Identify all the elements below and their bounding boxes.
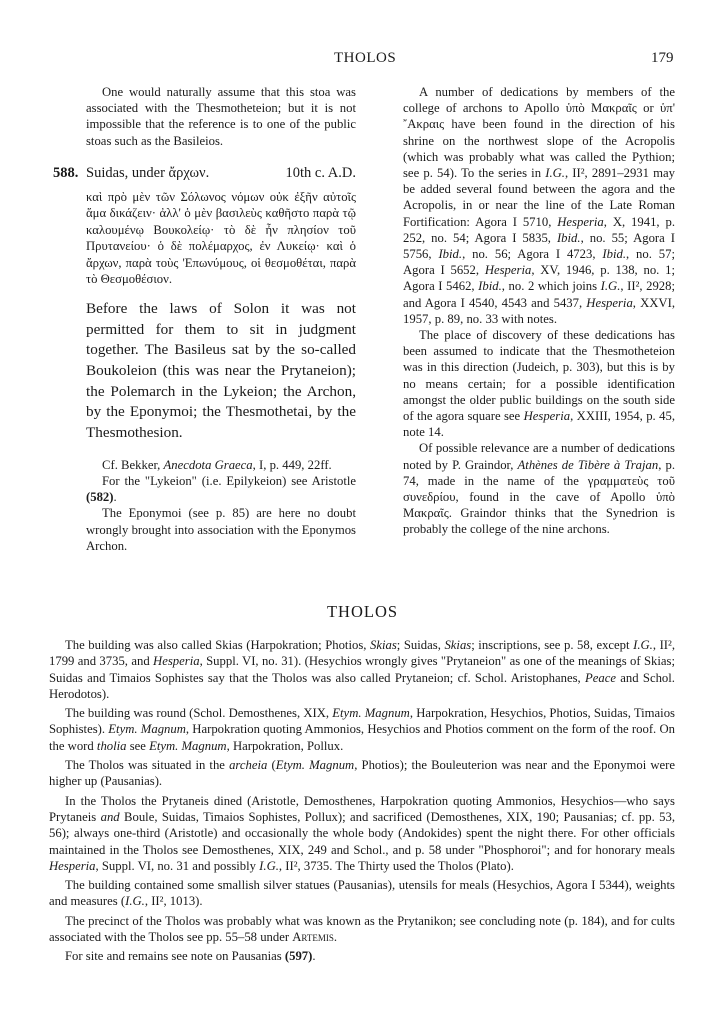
graindor-paragraph: Of possible relevance are a number of dedications noted by P. Graindor, Athènes de Tibère à Trajan, p. 74, made in the name of the γραμματεὺς τοῦ συνεδρίου, found in the cave of Apollo ὑπὸ Μακραῖς. Graindor thinks that the Synedrion is probably the college of the nine archons. [403, 441, 675, 537]
entry-source: Suidas, under ἄρχων. [86, 164, 210, 181]
section-body [49, 637, 675, 965]
translation: Before the laws of Solon it was not permitted for them to sit in judgment together. The Basileus sat by the so-called Boukoleion (this was near the Prytaneion); the Polemarch in the Lykeion; the Archon, by the Eponymoi; the Thesmothetai, by the Thesmothesion. [86, 299, 356, 442]
tholos-para-precinct: The precinct of the Tholos was probably what was known as the Prytanikon; see concluding note (p. 184), and for cults associated with the Tholos see pp. 55–58 under Artemis. [49, 913, 675, 945]
left-column [53, 84, 356, 554]
tholos-para-contents: The building contained some smallish silver statues (Pausanias), utensils for meals (Hesychios, Agora I 5344), weights and measures (I.G., II², 1013). [49, 878, 675, 909]
entry-heading [53, 165, 356, 187]
tholos-para-location: The Tholos was situated in the archeia (Etym. Magnum, Photios); the Bouleuterion was near and the Eponymoi were higher up (Pausanias). [49, 758, 675, 789]
running-title: THOLOS [334, 50, 397, 66]
page-number: 179 [651, 50, 674, 66]
tholos-para-skias: The building was also called Skias (Harpokration; Photios, Skias; Suidas, Skias; inscriptions, see p. 58, except I.G., II², 1799 and 3735, and Hesperia, Suppl. VI, no. 31). (Hesychios wrongly gives "Prytaneion" as one of the meanings of Skias; Suidas and Timaios Sophistes say that the Tholos was also called Prytaneion; cf. Schol. Aristophanes, Peace and Schol. Herodotos). [49, 638, 675, 701]
section-heading: THOLOS [326, 602, 399, 621]
right-column [403, 84, 675, 538]
greek-text: καὶ πρὸ μὲν τῶν Σόλωνος νόμων οὐκ ἐξῆν αὐτοῖς ἅμα δικάζειν· ἀλλ' ὁ μὲν βασιλεὺς καθῆστο παρὰ τῷ καλουμένῳ Βουκολείῳ· τὸ δὲ ἦν πλησίον τοῦ Πρυτανείου· ὁ δὲ πολέμαρχος, ἐν Λυκείῳ· καὶ ὁ ἄρχων, παρὰ τοὺς 'Επωνύμους, οἱ θεσμοθέται, παρὰ τὸ Θεσμοθέσιον. [86, 189, 356, 287]
entry-number: 588. [53, 164, 79, 181]
note-lykeion: For the "Lykeion" (i.e. Epilykeion) see Aristotle (582). [86, 473, 356, 505]
intro-paragraph: One would naturally assume that this stoa was associated with the Thesmotheteion; but it is not impossible that the reference is to one of the public stoas such as the Basileios. [86, 85, 356, 148]
discovery-paragraph: The place of discovery of these dedications has been assumed to indicate that the Thesmotheteion was in this direction (Judeich, p. 303), but this is by no means certain; for a possible identification amongst the older public buildings on the south side of the agora square see Hesperia, XXIII, 1954, p. 45, note 14. [403, 328, 675, 440]
dedications-paragraph: A number of dedications by members of the college of archons to Apollo ὑπὸ Μακραῖς or ὑπ' ῎Ακραις have been found in the direction of his shrine on the northwest slope of the Acropolis (which was probably what was called the Pythion; see p. 54). To the series in I.G., II², 2891–2931 may be added several found between the agora and the Acropolis, in or near the line of the Late Roman Fortification: Agora I 5710, Hesperia, X, 1941, p. 252, no. 54; Agora I 5835, Ibid., no. 55; Agora I 5756, Ibid., no. 56; Agora I 4723, Ibid., no. 57; Agora I 5652, Hesperia, XV, 1946, p. 138, no. 1; Agora I 5462, Ibid., no. 2 which joins I.G., II², 2928; and Agora I 4540, 4543 and 5437, Hesperia, XXVI, 1957, p. 89, no. 33 with notes. [403, 85, 676, 326]
entry-date: 10th c. A.D. [285, 164, 356, 181]
tholos-para-site: For site and remains see note on Pausanias (597). [65, 949, 316, 964]
tholos-para-prytaneis: In the Tholos the Prytaneis dined (Aristotle, Demosthenes, Harpokration quoting Ammonios, Hesychios—who says Prytaneis and Boule, Suidas, Timaios Sophistes, Pollux); and sacrificed (Demosthenes, XIX, 190; Pausanias; cf. pp. 53, 56); always one-third (Aristotle) and occasionally the whole body (Andokides) spent the night there. For other officials maintained in the Tholos see Demosthenes, XIX, 249 and Schol., and p. 58 under "Phosphoroi"; and for honorary meals Hesperia, Suppl. VI, no. 31 and possibly I.G., II², 3735. The Thirty used the Tholos (Plato). [49, 793, 675, 873]
note-eponymoi: The Eponymoi (see p. 85) are here no doubt wrongly brought into association with the Eponymos Archon. [86, 506, 356, 553]
note-bekker: Cf. Bekker, Anecdota Graeca, I, p. 449, 22ff. [102, 457, 332, 472]
tholos-para-round: The building was round (Schol. Demosthenes, XIX, Etym. Magnum, Harpokration, Hesychios, Photios, Suidas, Timaios Sophistes). Etym. Magnum, Harpokration quoting Ammonios, Hesychios and Photios comment on the form of the roof. On the word tholia see Etym. Magnum, Harpokration, Pollux. [49, 706, 675, 753]
running-header [0, 50, 725, 72]
